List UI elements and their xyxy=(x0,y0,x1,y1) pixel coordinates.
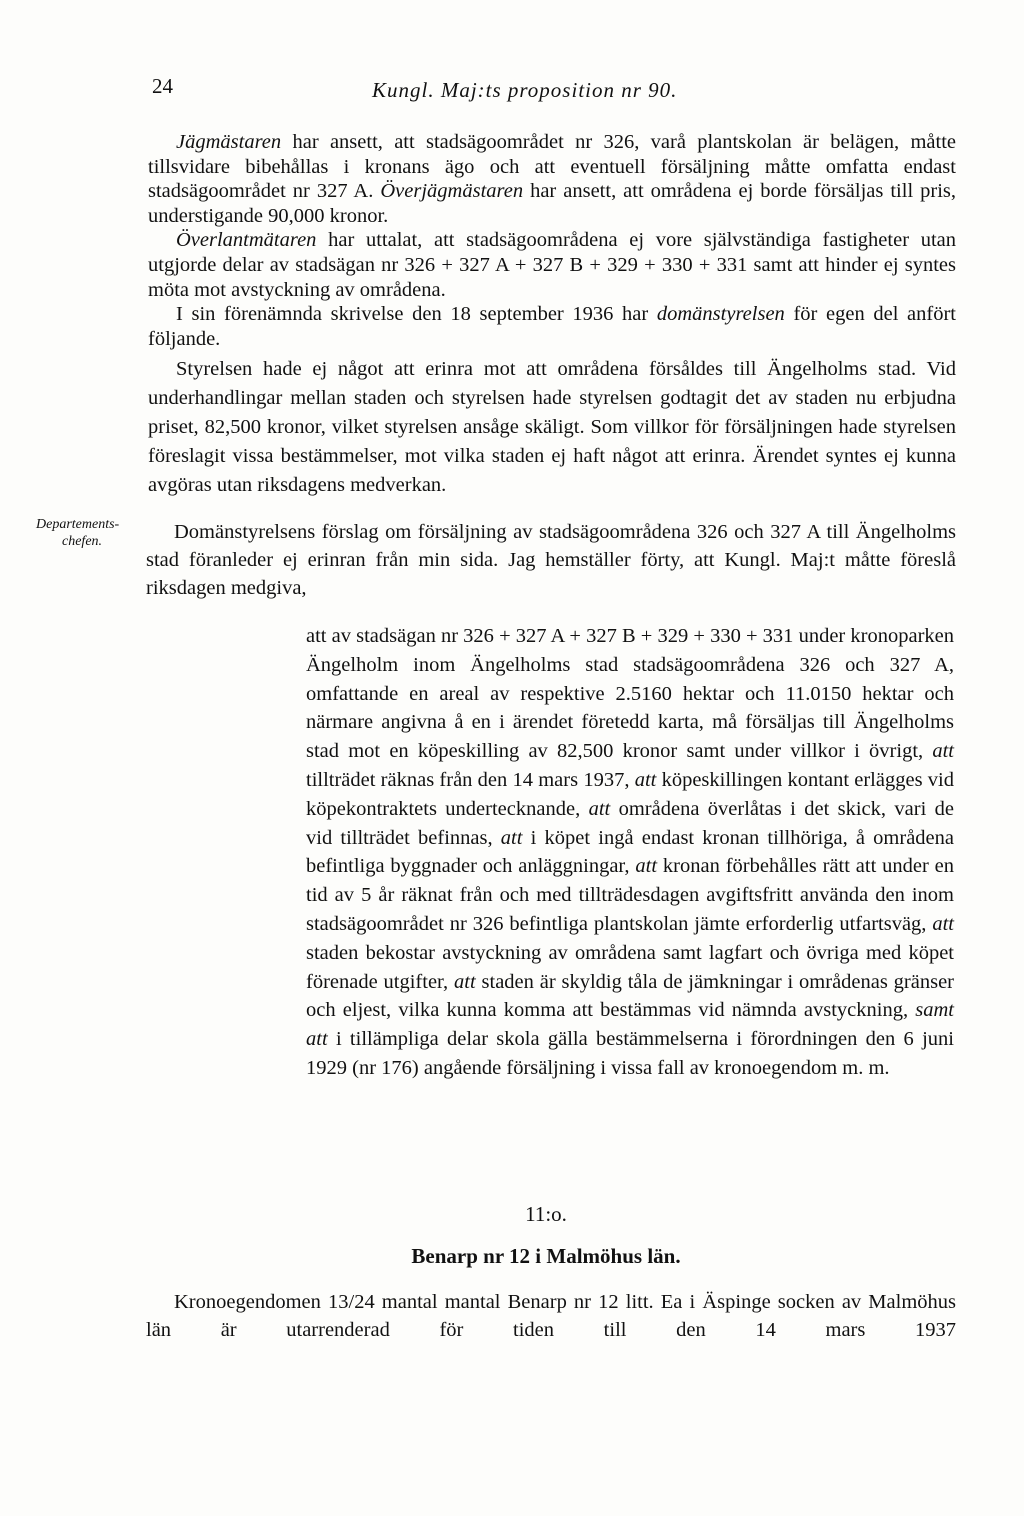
italic-term: samt att xyxy=(306,999,954,1051)
paragraph-text: kronan förbehålles rätt att under en tid av 5 år räknat från och med tillträdesdagen avgiftsfritt använda den inom stadsägoområdet nr 326 befintliga plantskolan jämte erforderlig utfartsväg, xyxy=(306,855,954,935)
italic-term: att xyxy=(634,768,657,791)
paragraph: Domänstyrelsens förslag om försäljning av stadsägoområdena 326 och 327 A till Ängelholms stad föranleder ej erinran från min sida. Jag hemställer förty, att Kungl. Maj:t måtte föreslå riksdagen medgiva, xyxy=(146,521,956,599)
paragraph-text: i köpet ingå endast kronan tillhöriga, å områdena befintliga byggnader och anläggningar, xyxy=(306,826,955,878)
section-number-text: 11:o. xyxy=(525,1202,567,1226)
section-title-text: Benarp nr 12 i Malmöhus län. xyxy=(411,1244,681,1268)
italic-term: att xyxy=(635,855,658,878)
paragraph: Kronoegendomen 13/24 mantal mantal Benarp nr 12 litt. Ea i Äspinge socken av Malmöhus län är utarrenderad för tiden till den 14 mars 1937 xyxy=(146,1291,956,1341)
paragraph-text: tillträdet räknas från den 14 mars 1937, xyxy=(306,768,635,791)
margin-note xyxy=(36,516,132,550)
margin-note-line: Departements- xyxy=(36,517,120,532)
section-title xyxy=(0,1244,1024,1269)
paragraph-text: I sin förenämnda skrivelse den 18 september 1936 har xyxy=(176,303,657,326)
paragraph-text: har ansett, att stadsägoområdet nr 326, varå plantskolan är belägen, måtte tillsvidare bibehållas i kronans ägo och att eventuell försäljning måtte omfatta endast stadsägoområdet nr 327 A. xyxy=(148,131,956,203)
italic-term: Överlantmätaren xyxy=(176,229,317,252)
paragraph-text: har uttalat, att stadsägoområdena ej vore självständiga fastigheter utan utgjorde delar av stadsägan nr 326 + 327 A + 327 B + 329 + 330 + 331 samt att hinder ej syntes möta mot avstyckning av områdena. xyxy=(148,229,956,301)
italic-term: domänstyrelsen xyxy=(656,303,785,326)
margin-note-line: chefen. xyxy=(62,534,103,549)
paragraph-text: har ansett, att områdena ej borde försäljas till pris, understigande 90,000 kronor. xyxy=(148,180,956,227)
italic-term: Jägmästaren xyxy=(176,131,282,153)
body-section-3 xyxy=(146,1288,956,1344)
paragraph xyxy=(148,228,956,302)
body-section-1 xyxy=(148,130,956,500)
paragraph-text: att av stadsägan nr 326 + 327 A + 327 B + 329 + 330 + 331 under kronoparken Ängelholm inom Ängelholms stad stadsägoområdena 326 och 327 A, omfattande en areal av respektive 2.5160 hektar och 11.0150 hektar och närmare angivna å en i ärendet företedd karta, må försäljas till Ängelholms stad mot en köpeskilling av 82,500 kronor samt under villkor i övrigt, xyxy=(306,625,954,763)
paragraph-text: områdena överlåtas i det skick, vari de vid tillträdet befinnas, xyxy=(306,797,954,849)
italic-term: att xyxy=(588,797,611,820)
page-number: 24 xyxy=(152,74,173,98)
proposal-text xyxy=(306,622,954,1083)
paragraph-text: Styrelsen hade ej något att erinra mot att områdena försåldes till Ängelholms stad. Vid underhandlingar mellan staden och styrelsen hade styrelsen godtagit det av staden nu erbjudna priset, 82,500 kronor, vilket styrelsen ansåge skäligt. Som villkor för försäljningen hade styrelsen föreslagit vissa bestämmelser, mot vilka staden ej haft något att erinra. Ärendet syntes ej kunna avgöras utan riksdagens medverkan. xyxy=(148,358,956,497)
italic-term: att xyxy=(932,912,954,935)
running-title: Kungl. Maj:ts proposition nr 90. xyxy=(372,78,678,102)
paragraph xyxy=(148,130,956,228)
body-section-2 xyxy=(146,518,956,602)
italic-term: att xyxy=(932,740,954,763)
paragraph-text: i tillämpliga delar skola gälla bestämmelserna i förordningen den 6 juni 1929 (nr 176) angående försäljning i vissa fall av kronoegendom m. m. xyxy=(306,1028,954,1079)
paragraph-text: köpeskillingen kontant erlägges vid köpekontraktets undertecknande, xyxy=(306,768,954,820)
paragraph xyxy=(306,622,954,1083)
paragraph-text: staden är skyldig tåla de jämkningar i områdenas gränser och eljest, vilka kunna komma att bestämmas vid nämnda avstyckning, xyxy=(306,970,955,1022)
section-number xyxy=(0,1202,1024,1227)
paragraph-text: staden bekostar avstyckning av områdena samt lagfart och övriga med köpet förenade utgifter, xyxy=(306,941,954,993)
paragraph xyxy=(148,302,956,351)
paragraph xyxy=(148,355,956,500)
paragraph-text: för egen del anfört följande. xyxy=(148,303,956,350)
italic-term: Överjägmästaren xyxy=(380,180,524,203)
italic-term: att xyxy=(454,970,476,993)
italic-term: att xyxy=(500,826,523,849)
